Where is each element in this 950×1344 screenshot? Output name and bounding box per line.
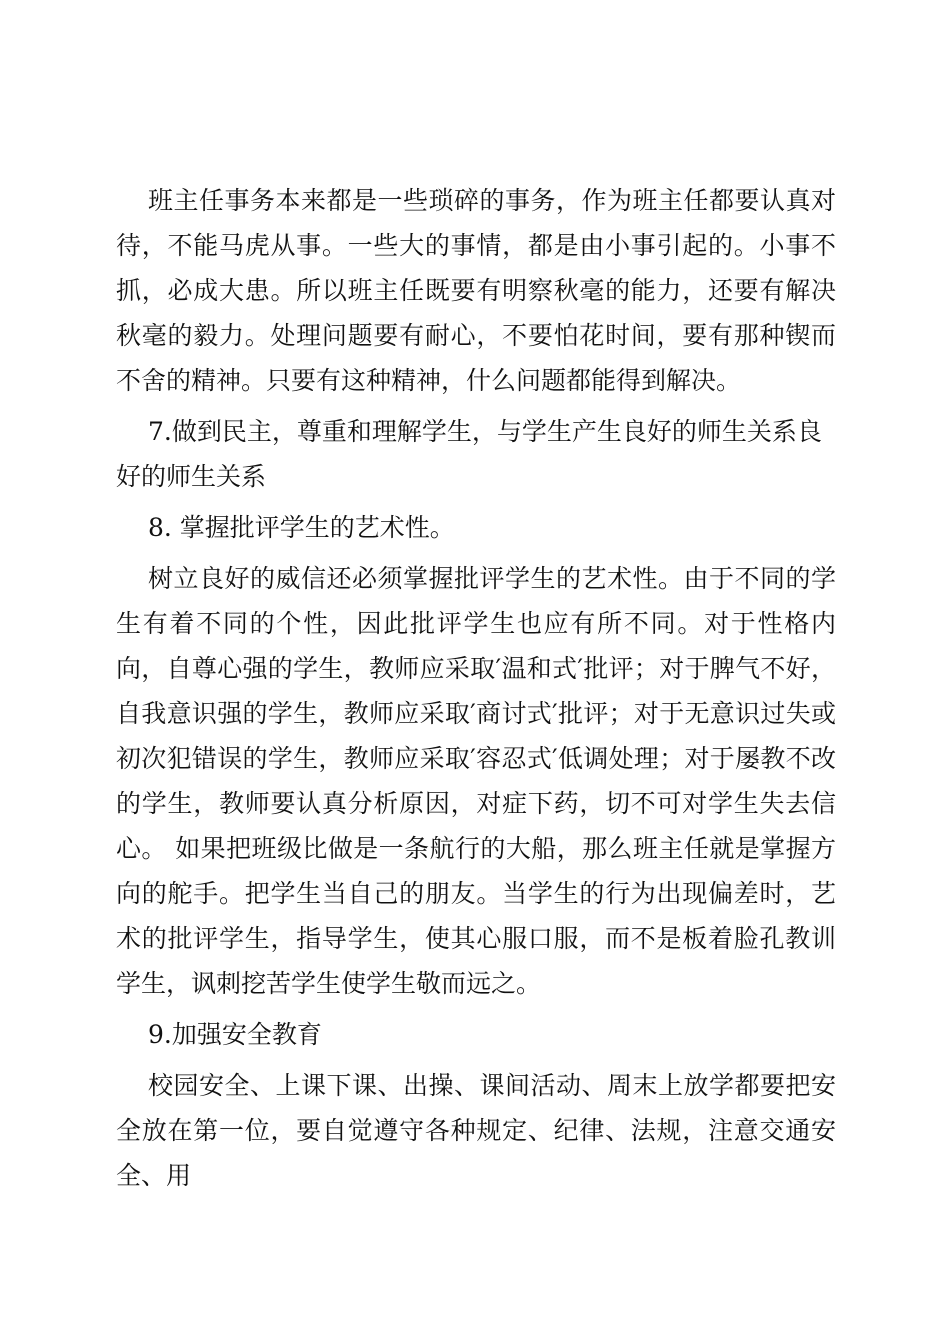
- paragraph-criticism-art: 树立良好的威信还必须掌握批评学生的艺术性。由于不同的学生有着不同的个性，因此批评学生也应有所不同。对于性格内向，自尊心强的学生，教师应采取′温和式′批评；对于脾气不好，自我意识强的学生，教师应采取′商讨式′批评；对于无意识过失或初次犯错误的学生，教师应采取′容忍式′低调处理；对于屡教不改的学生，教师要认真分析原因，对症下药，切不可对学生失去信心。 如果把班级比做是一条航行的大船，那么班主任就是掌握方向的舵手。把学生当自己的朋友。当学生的行为出现偏差时，艺术的批评学生，指导学生，使其心服口服，而不是板着脸孔教训学生，讽刺挖苦学生使学生敬而远之。: [116, 564, 836, 998]
- section-8-heading: 8. 掌握批评学生的艺术性。: [148, 513, 455, 542]
- document-body: [116, 178, 836, 1204]
- paragraph-daily-affairs: 班主任事务本来都是一些琐碎的事务，作为班主任都要认真对待，不能马虎从事。一些大的事情，都是由小事引起的。小事不抓，必成大患。所以班主任既要有明察秋毫的能力，还要有解决秋毫的毅力。处理问题要有耐心，不要怕花时间，要有那种锲而不舍的精神。只要有这种精神，什么问题都能得到解决。: [116, 186, 836, 395]
- paragraph-safety: 校园安全、上课下课、出操、课间活动、周末上放学都要把安全放在第一位，要自觉遵守各种规定、纪律、法规，注意交通安全、用: [116, 1071, 836, 1190]
- section-7-heading: 7.做到民主，尊重和理解学生，与学生产生良好的师生关系良好的师生关系: [116, 417, 822, 491]
- section-9-heading: 9.加强安全教育: [148, 1020, 322, 1049]
